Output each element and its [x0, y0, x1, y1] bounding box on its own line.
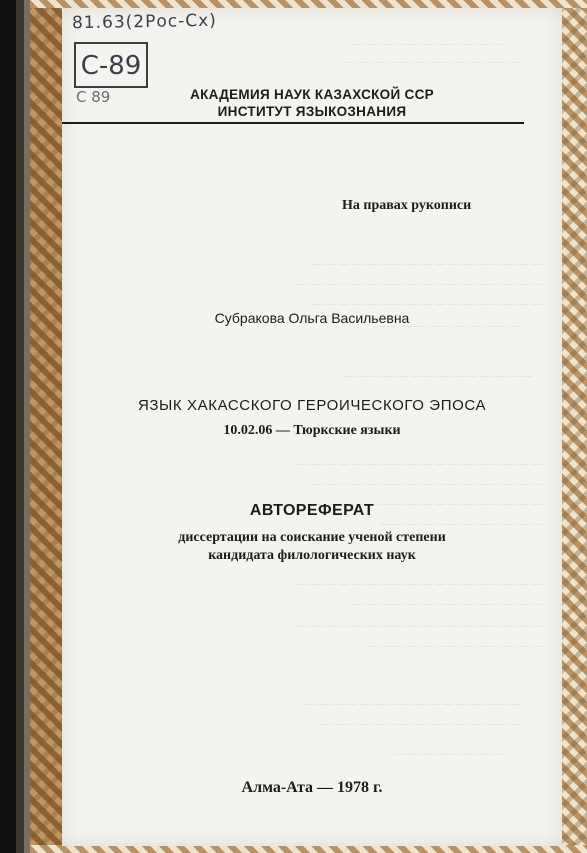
place-and-year: Алма-Ата — 1978 г. — [241, 779, 383, 796]
institution-header — [62, 86, 562, 120]
degree-description — [62, 529, 562, 565]
cover-binding-pattern-top — [30, 0, 587, 8]
show-through-texture: — — — — — — — — — — — — — — — — — — — — — — — — — — — — — — — — — — — — — — — — — — — — — — — — — — — — — — — — — — — — — — — — — — — — — — — — — — — — — — — — — — — — — — — — — — — — — — — — — — — — — — — — — — — — — — — — — — — — — — — — — — — — — — — — — — — — — — — — — — — — — — — — — — — — — — — — — — — — — — — — — — — — — — — — — — — — — — — — — — — — — — — — — — — — — — — — — — — — — — — — — — — — — — — — — — — — — — — — — — — — — — — — — — — — — — — — — — — — — — — — — — — — — — — — — — — — — — — — — — — — — — — — — — — — — [297, 38, 542, 760]
title-page — [62, 8, 562, 846]
author-name: Субракова Ольга Васильевна — [214, 310, 410, 326]
library-shelf-code: 81.63(2Рос-Сх) — [71, 10, 217, 34]
rights-notice: На правах рукописи — [342, 198, 472, 213]
library-author-mark-box: С-89 — [74, 42, 148, 88]
degree-description-line2: кандидата филологических наук — [208, 548, 416, 563]
academy-name: АКАДЕМИЯ НАУК КАЗАХСКОЙ ССР — [190, 87, 434, 102]
document-type: АВТОРЕФЕРАТ — [249, 502, 375, 519]
header-divider — [62, 122, 524, 124]
degree-description-line1: диссертации на соискание ученой степени — [178, 530, 446, 545]
institute-name: ИНСТИТУТ ЯЗЫКОЗНАНИЯ — [217, 104, 407, 119]
cover-binding-pattern-right — [560, 0, 587, 853]
cover-binding-pattern-bottom — [30, 845, 587, 853]
dissertation-title: ЯЗЫК ХАКАССКОГО ГЕРОИЧЕСКОГО ЭПОСА — [137, 397, 487, 414]
specialty-code: 10.02.06 — Тюркские языки — [223, 423, 401, 438]
library-secondary-mark: С 89 — [76, 88, 111, 106]
binding-edge — [0, 0, 30, 853]
